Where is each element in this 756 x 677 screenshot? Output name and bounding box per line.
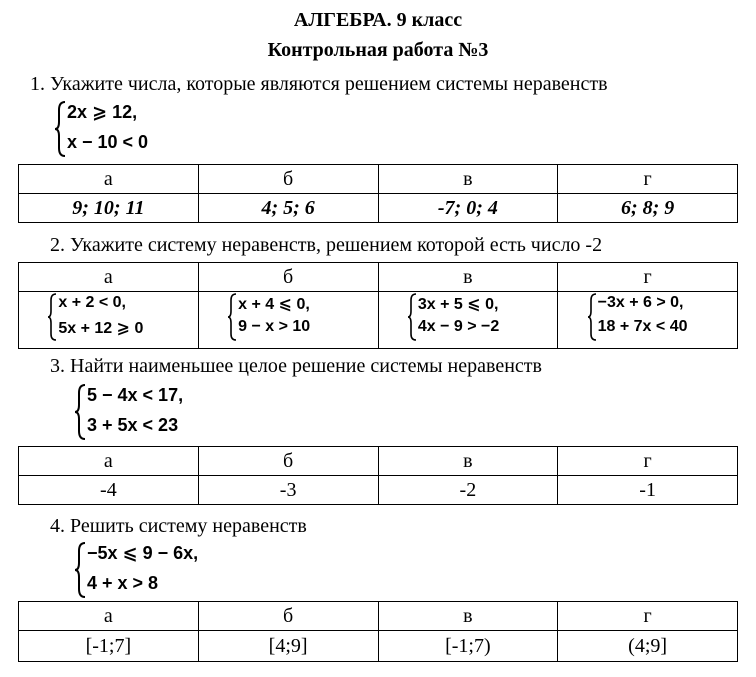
system-line-2: 4x − 9 > −2: [417, 318, 500, 335]
q1-answer-c: -7; 0; 4: [378, 194, 558, 223]
q2-answer-a: [19, 292, 199, 349]
brace-icon: [75, 383, 87, 441]
system-line-1: −3x + 6 > 0,: [597, 294, 684, 311]
q1-answer-d: 6; 8; 9: [558, 194, 738, 223]
option-a-header: а: [19, 447, 199, 476]
question-3-system: [75, 383, 275, 441]
option-c-header: в: [378, 447, 558, 476]
q4-answer-c: [-1;7): [378, 631, 558, 662]
question-2-text: 2. Укажите систему неравенств, решением которой есть число -2: [50, 234, 603, 256]
option-d-header: г: [558, 165, 738, 194]
system-line-1: 3x + 5 ⩽ 0,: [417, 296, 499, 313]
question-4-text: 4. Решить систему неравенств: [50, 515, 307, 537]
brace-icon: [48, 292, 58, 342]
q3-answer-a: -4: [19, 476, 199, 505]
brace-icon: [75, 541, 87, 599]
system-line-2: 18 + 7x < 40: [597, 318, 688, 335]
test-subtitle: Контрольная работа №3: [267, 39, 489, 61]
question-3-answer-table: [18, 446, 738, 505]
q2-answer-c: [378, 292, 558, 349]
q1-answer-a: 9; 10; 11: [19, 194, 199, 223]
system-line-1: x + 2 < 0,: [58, 294, 126, 311]
system-line-1: x + 4 ⩽ 0,: [238, 296, 310, 313]
option-c-header: в: [378, 263, 558, 292]
system-line-2: 9 − x > 10: [238, 318, 311, 335]
question-3-text: 3. Найти наименьшее целое решение системы неравенств: [50, 355, 542, 377]
option-c-header: в: [378, 165, 558, 194]
option-d-header: г: [558, 602, 738, 631]
q2-answer-b: [198, 292, 378, 349]
q3-answer-c: -2: [378, 476, 558, 505]
option-c-header: в: [378, 602, 558, 631]
question-2-answer-table: [18, 262, 738, 349]
question-4-answer-table: [18, 601, 738, 662]
question-1-text: 1. Укажите числа, которые являются решением системы неравенств: [30, 73, 608, 95]
option-b-header: б: [198, 165, 378, 194]
q1-answer-b: 4; 5; 6: [198, 194, 378, 223]
q2-answer-d: [558, 292, 738, 349]
q3-answer-b: -3: [198, 476, 378, 505]
brace-icon: [228, 292, 238, 342]
option-d-header: г: [558, 263, 738, 292]
option-a-header: а: [19, 263, 199, 292]
brace-icon: [588, 292, 598, 342]
option-b-header: б: [198, 263, 378, 292]
system-line-1: −5x ⩽ 9 − 6x,: [87, 543, 199, 563]
system-line-2: x − 10 < 0: [67, 132, 149, 152]
system-line-1: 5 − 4x < 17,: [87, 385, 184, 405]
question-4-system: [75, 541, 275, 599]
brace-icon: [55, 100, 67, 158]
page-title: АЛГЕБРА. 9 класс: [293, 9, 463, 31]
q4-answer-a: [-1;7]: [19, 631, 199, 662]
q4-answer-b: [4;9]: [198, 631, 378, 662]
option-b-header: б: [198, 447, 378, 476]
brace-icon: [408, 292, 418, 342]
system-line-2: 5x + 12 ⩾ 0: [58, 320, 144, 337]
option-b-header: б: [198, 602, 378, 631]
q4-answer-d: (4;9]: [558, 631, 738, 662]
system-line-2: 4 + x > 8: [87, 573, 159, 593]
option-a-header: а: [19, 602, 199, 631]
question-1-answer-table: [18, 164, 738, 223]
option-d-header: г: [558, 447, 738, 476]
question-1-system: [55, 100, 255, 158]
option-a-header: а: [19, 165, 199, 194]
q3-answer-d: -1: [558, 476, 738, 505]
system-line-2: 3 + 5x < 23: [87, 415, 179, 435]
system-line-1: 2x ⩾ 12,: [67, 102, 138, 122]
